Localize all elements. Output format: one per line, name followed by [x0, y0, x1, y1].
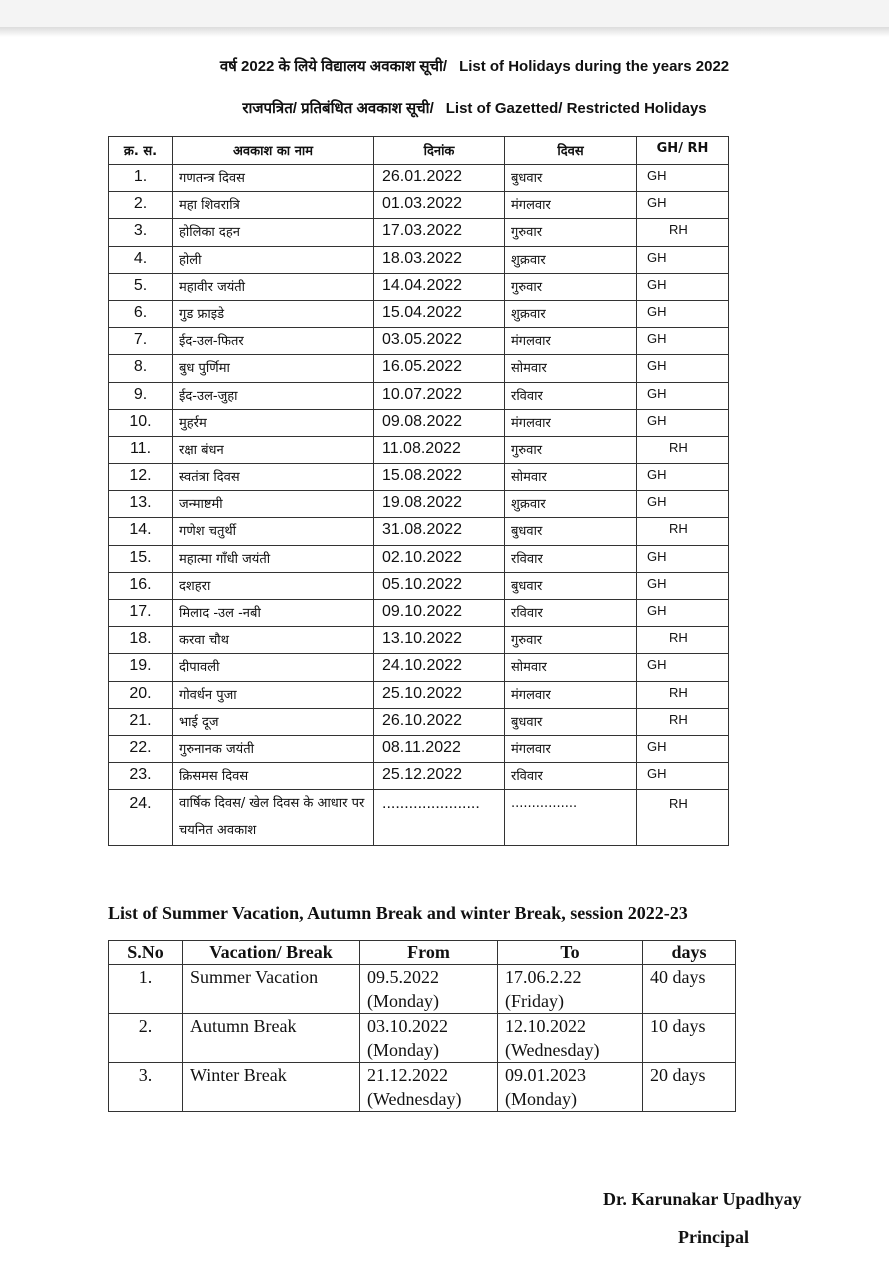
holiday-type: GH: [637, 300, 729, 327]
vacation-to: [498, 1063, 643, 1112]
holiday-date: 17.03.2022: [374, 219, 505, 246]
page-title-english: List of Holidays during the years 2022: [459, 58, 730, 75]
holiday-name: बुध पुर्णिमा: [173, 355, 374, 382]
table-row: [109, 436, 729, 463]
holiday-day: मंगलवार: [505, 192, 637, 219]
vacation-to-date: 12.10.2022: [505, 1016, 586, 1036]
table-row: [109, 790, 729, 846]
holiday-name: दशहरा: [173, 572, 374, 599]
vacation-from: [360, 1014, 498, 1063]
holiday-type: GH: [637, 409, 729, 436]
holiday-sno: 12.: [109, 464, 173, 491]
table-row: [109, 708, 729, 735]
holiday-type: RH: [637, 219, 729, 246]
vacation-table-header: [109, 941, 736, 965]
vacation-from-date: 09.5.2022: [367, 967, 439, 987]
holiday-day: बुधवार: [505, 572, 637, 599]
table-row: [109, 681, 729, 708]
holiday-date: ......................: [374, 790, 505, 846]
column-header-day: दिवस: [505, 137, 637, 165]
holiday-sno: 22.: [109, 735, 173, 762]
holiday-date: 19.08.2022: [374, 491, 505, 518]
vacation-days: [643, 1063, 736, 1112]
column-header-date: दिनांक: [374, 137, 505, 165]
holiday-day: बुधवार: [505, 165, 637, 192]
holiday-type: RH: [637, 790, 729, 846]
holiday-date: 03.05.2022: [374, 328, 505, 355]
vacation-sno-text: 2.: [138, 1016, 153, 1036]
vacation-from-weekday: (Monday): [367, 1040, 439, 1060]
holiday-sno: 21.: [109, 708, 173, 735]
column-header-vacation: Vacation/ Break: [183, 941, 360, 965]
holiday-day: गुरुवार: [505, 436, 637, 463]
holiday-date: 11.08.2022: [374, 436, 505, 463]
table-row: [109, 409, 729, 436]
table-row: [109, 1063, 736, 1112]
holiday-sno: 23.: [109, 763, 173, 790]
holiday-day: मंगलवार: [505, 409, 637, 436]
holiday-name: वार्षिक दिवस/ खेल दिवस के आधार पर चयनित अवकाश: [173, 790, 374, 846]
holiday-date: 25.10.2022: [374, 681, 505, 708]
holiday-name: स्वतंत्रा दिवस: [173, 464, 374, 491]
vacation-days-text: 40 days: [650, 967, 706, 987]
vacation-sno-text: 1.: [138, 967, 153, 987]
vacation-table: [108, 940, 736, 1112]
holiday-name: ईद-उल-जुहा: [173, 382, 374, 409]
table-row: [109, 735, 729, 762]
holiday-sno: 19.: [109, 654, 173, 681]
column-header-sno: क्र. स.: [109, 137, 173, 165]
vacation-to: [498, 965, 643, 1014]
holiday-day: गुरुवार: [505, 273, 637, 300]
page-title: [30, 56, 889, 76]
holiday-sno: 11.: [109, 436, 173, 463]
holiday-sno: 1.: [109, 165, 173, 192]
page-subtitle: [30, 98, 889, 118]
page-subtitle-english: List of Gazetted/ Restricted Holidays: [445, 100, 707, 117]
holiday-date: 31.08.2022: [374, 518, 505, 545]
vacation-days: [643, 965, 736, 1014]
vacation-name-text: Autumn Break: [190, 1016, 297, 1036]
vacation-days-text: 10 days: [650, 1016, 706, 1036]
holiday-date: 16.05.2022: [374, 355, 505, 382]
holiday-type: GH: [637, 192, 729, 219]
column-header-name: अवकाश का नाम: [173, 137, 374, 165]
table-row: [109, 518, 729, 545]
holiday-date: 15.08.2022: [374, 464, 505, 491]
holiday-date: 24.10.2022: [374, 654, 505, 681]
holiday-name: गोवर्धन पुजा: [173, 681, 374, 708]
holiday-day: गुरुवार: [505, 627, 637, 654]
signatory-title: Principal: [678, 1227, 749, 1247]
holiday-day: गुरुवार: [505, 219, 637, 246]
column-header-sno: S.No: [109, 941, 183, 965]
holiday-type: GH: [637, 600, 729, 627]
vacation-from: [360, 965, 498, 1014]
holiday-day: मंगलवार: [505, 681, 637, 708]
holiday-date: 15.04.2022: [374, 300, 505, 327]
holiday-name: गुड फ्राइडे: [173, 300, 374, 327]
holiday-name: मुहर्रम: [173, 409, 374, 436]
holiday-name: रक्षा बंधन: [173, 436, 374, 463]
holiday-sno: 2.: [109, 192, 173, 219]
holiday-name: भाई दूज: [173, 708, 374, 735]
holiday-name: महावीर जयंती: [173, 273, 374, 300]
holiday-day: बुधवार: [505, 518, 637, 545]
table-row: [109, 1014, 736, 1063]
table-row: [109, 627, 729, 654]
holiday-sno: 10.: [109, 409, 173, 436]
viewer-top-bar-shadow: [0, 27, 889, 37]
table-row: [109, 491, 729, 518]
holiday-date: 02.10.2022: [374, 545, 505, 572]
vacation-name: [183, 965, 360, 1014]
table-row: [109, 545, 729, 572]
holiday-day: शुक्रवार: [505, 246, 637, 273]
holiday-type: GH: [637, 735, 729, 762]
holiday-type: RH: [637, 436, 729, 463]
vacation-sno: [109, 1014, 183, 1063]
holiday-sno: 9.: [109, 382, 173, 409]
holiday-type: GH: [637, 355, 729, 382]
table-row: [109, 600, 729, 627]
holiday-day: मंगलवार: [505, 328, 637, 355]
holiday-date: 08.11.2022: [374, 735, 505, 762]
holiday-type: RH: [637, 681, 729, 708]
table-row: [109, 300, 729, 327]
vacation-from: [360, 1063, 498, 1112]
holiday-sno: 15.: [109, 545, 173, 572]
table-row: [109, 965, 736, 1014]
holiday-day: सोमवार: [505, 464, 637, 491]
viewer-top-bar: [0, 0, 889, 27]
signatory-name: Dr. Karunakar Upadhyay: [603, 1189, 802, 1209]
holiday-table-header: [109, 137, 729, 165]
holiday-name: जन्माष्टमी: [173, 491, 374, 518]
table-row: [109, 464, 729, 491]
vacation-name-text: Winter Break: [190, 1065, 287, 1085]
table-row: [109, 165, 729, 192]
table-row: [109, 273, 729, 300]
holiday-type: GH: [637, 491, 729, 518]
holiday-name: क्रिसमस दिवस: [173, 763, 374, 790]
holiday-type: GH: [637, 165, 729, 192]
holiday-day: रविवार: [505, 763, 637, 790]
holiday-date: 13.10.2022: [374, 627, 505, 654]
holiday-sno: 18.: [109, 627, 173, 654]
holiday-type: RH: [637, 708, 729, 735]
holiday-name: गुरुनानक जयंती: [173, 735, 374, 762]
table-row: [109, 763, 729, 790]
table-row: [109, 328, 729, 355]
column-header-to: To: [498, 941, 643, 965]
holiday-type: GH: [637, 328, 729, 355]
vacation-from-date: 03.10.2022: [367, 1016, 448, 1036]
holiday-date: 01.03.2022: [374, 192, 505, 219]
holiday-day: रविवार: [505, 382, 637, 409]
holiday-day: सोमवार: [505, 654, 637, 681]
table-row: [109, 219, 729, 246]
holiday-day: शुक्रवार: [505, 491, 637, 518]
holiday-day: बुधवार: [505, 708, 637, 735]
holiday-name: गणेश चतुर्थी: [173, 518, 374, 545]
holiday-sno: 4.: [109, 246, 173, 273]
column-header-days: days: [643, 941, 736, 965]
vacation-from-weekday: (Monday): [367, 991, 439, 1011]
vacation-to-weekday: (Friday): [505, 991, 564, 1011]
holiday-date: 09.08.2022: [374, 409, 505, 436]
table-row: [109, 246, 729, 273]
vacation-name: [183, 1014, 360, 1063]
holiday-day: रविवार: [505, 600, 637, 627]
column-header-type: GH/ RH: [637, 137, 729, 165]
holiday-name: महात्मा गाँधी जयंती: [173, 545, 374, 572]
table-row: [109, 382, 729, 409]
holiday-type: GH: [637, 464, 729, 491]
vacation-to-date: 09.01.2023: [505, 1065, 586, 1085]
vacation-name: [183, 1063, 360, 1112]
holiday-day: मंगलवार: [505, 735, 637, 762]
holiday-type: GH: [637, 654, 729, 681]
vacation-to-weekday: (Wednesday): [505, 1040, 600, 1060]
vacation-to-date: 17.06.2.22: [505, 967, 582, 987]
holiday-date: 10.07.2022: [374, 382, 505, 409]
holiday-name: मिलाद -उल -नबी: [173, 600, 374, 627]
holiday-sno: 6.: [109, 300, 173, 327]
holiday-name: होलिका दहन: [173, 219, 374, 246]
holiday-name: ईद-उल-फितर: [173, 328, 374, 355]
vacation-sno: [109, 965, 183, 1014]
table-row: [109, 654, 729, 681]
holiday-type: GH: [637, 572, 729, 599]
holiday-sno: 16.: [109, 572, 173, 599]
holiday-sno: 8.: [109, 355, 173, 382]
vacation-name-text: Summer Vacation: [190, 967, 319, 987]
holiday-name: होली: [173, 246, 374, 273]
table-row: [109, 192, 729, 219]
holiday-type: GH: [637, 545, 729, 572]
holiday-date: 05.10.2022: [374, 572, 505, 599]
holiday-day: ................: [505, 790, 637, 846]
holiday-date: 26.10.2022: [374, 708, 505, 735]
holiday-day: शुक्रवार: [505, 300, 637, 327]
holiday-date: 09.10.2022: [374, 600, 505, 627]
holiday-name: करवा चौथ: [173, 627, 374, 654]
holiday-table: [108, 136, 729, 846]
vacation-from-date: 21.12.2022: [367, 1065, 448, 1085]
vacation-from-weekday: (Wednesday): [367, 1089, 462, 1109]
holiday-day: रविवार: [505, 545, 637, 572]
holiday-type: RH: [637, 518, 729, 545]
vacation-sno-text: 3.: [138, 1065, 153, 1085]
holiday-date: 25.12.2022: [374, 763, 505, 790]
holiday-name: गणतन्त्र दिवस: [173, 165, 374, 192]
holiday-name: महा शिवरात्रि: [173, 192, 374, 219]
holiday-date: 26.01.2022: [374, 165, 505, 192]
holiday-sno: 24.: [109, 790, 173, 846]
holiday-sno: 7.: [109, 328, 173, 355]
holiday-sno: 14.: [109, 518, 173, 545]
vacation-days: [643, 1014, 736, 1063]
holiday-type: RH: [637, 627, 729, 654]
vacation-to-weekday: (Monday): [505, 1089, 577, 1109]
vacation-days-text: 20 days: [650, 1065, 706, 1085]
holiday-name: दीपावली: [173, 654, 374, 681]
holiday-sno: 3.: [109, 219, 173, 246]
holiday-sno: 17.: [109, 600, 173, 627]
vacation-sno: [109, 1063, 183, 1112]
holiday-type: GH: [637, 246, 729, 273]
vacation-section-title: List of Summer Vacation, Autumn Break and winter Break, session 2022-23: [108, 903, 688, 923]
vacation-to: [498, 1014, 643, 1063]
holiday-type: GH: [637, 382, 729, 409]
holiday-type: GH: [637, 763, 729, 790]
column-header-from: From: [360, 941, 498, 965]
table-row: [109, 355, 729, 382]
holiday-date: 14.04.2022: [374, 273, 505, 300]
holiday-day: सोमवार: [505, 355, 637, 382]
page-subtitle-hindi: राजपत्रित/ प्रतिबंधित अवकाश सूची/: [242, 100, 434, 117]
page-title-hindi: वर्ष 2022 के लिये विद्यालय अवकाश सूची/: [219, 58, 448, 75]
holiday-sno: 13.: [109, 491, 173, 518]
holiday-type: GH: [637, 273, 729, 300]
holiday-sno: 20.: [109, 681, 173, 708]
table-row: [109, 572, 729, 599]
holiday-sno: 5.: [109, 273, 173, 300]
holiday-date: 18.03.2022: [374, 246, 505, 273]
